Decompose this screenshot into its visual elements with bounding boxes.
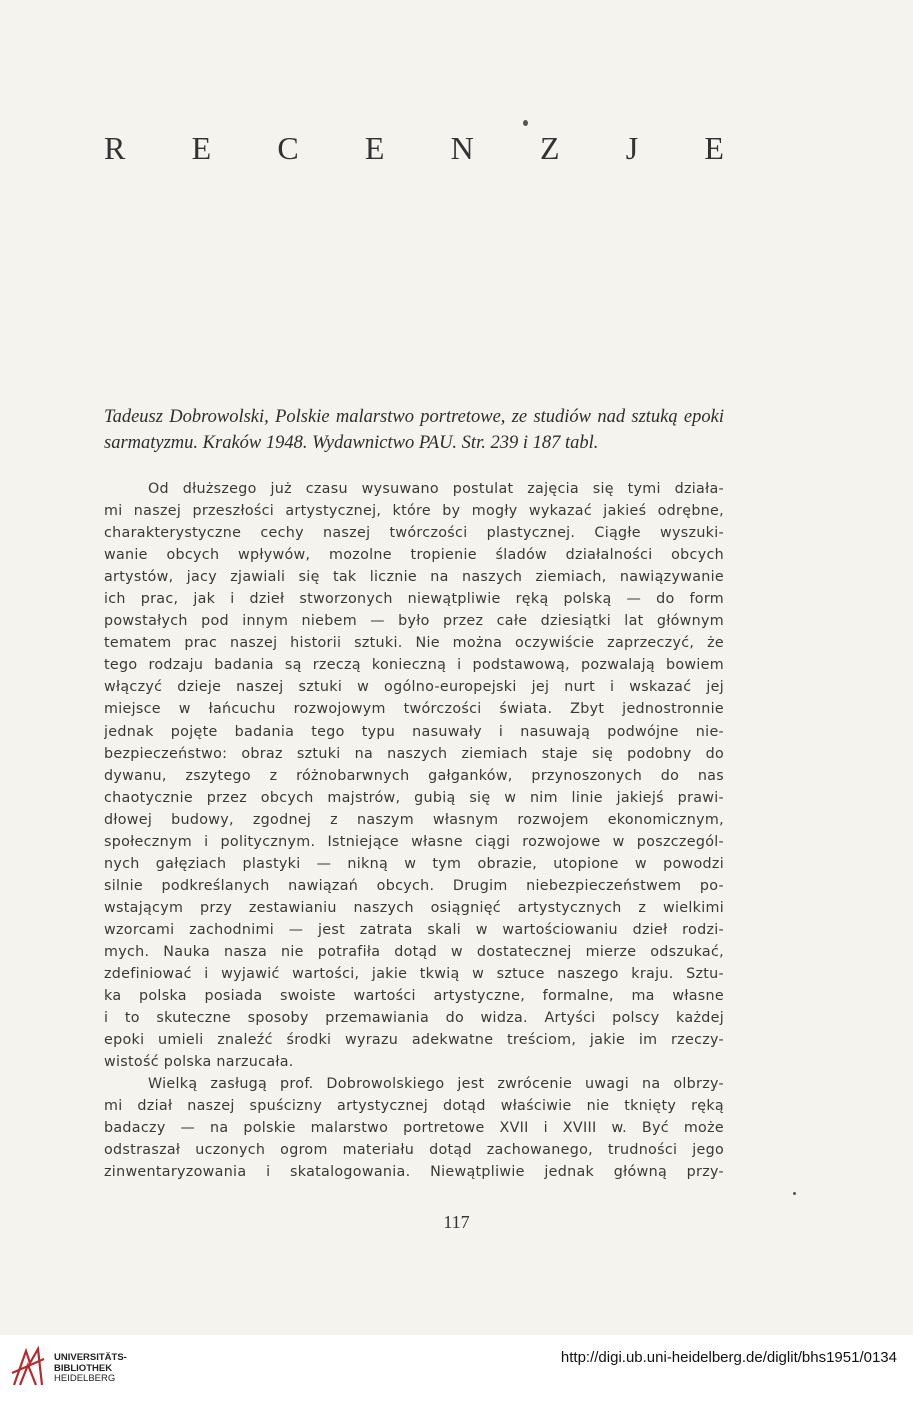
text-line: i to skuteczne sposoby przemawiania do widza. Artyści polscy każdej bbox=[104, 1010, 724, 1027]
text-line: tematem prac naszej historii sztuki. Nie można oczywiście zaprzeczyć, że bbox=[104, 635, 724, 652]
text-line: Od dłuższego już czasu wysuwano postulat zajęcia się tymi działa- bbox=[148, 481, 724, 497]
text-line: włączyć dzieje naszej sztuki w ogólno-europejski jej nurt i wskazać jej bbox=[104, 679, 724, 696]
text-line: mych. Nauka nasza nie potrafiła dotąd w dostatecznej mierze odszukać, bbox=[104, 943, 724, 960]
permalink-url[interactable]: http://digi.ub.uni-heidelberg.de/diglit/bhs1951/0134 bbox=[560, 1349, 897, 1366]
text-line: odstraszał uczonych ogrom materiału dotąd zachowanego, trudności jego bbox=[104, 1142, 724, 1159]
text-line: mi naszej przeszłości artystycznej, które by mogły wykazać jakieś odrębne, bbox=[104, 503, 724, 520]
text-line: wanie obcych wpływów, mozolne tropienie śladów działalności obcych bbox=[104, 547, 724, 564]
text-line: mi dział naszej spuścizny artystycznej dotąd właściwie nie tknięty ręką bbox=[104, 1098, 724, 1115]
review-body bbox=[104, 478, 724, 1184]
text-line: wzorcami zachodnimi — jest zatrata skali w wartościowaniu dzieł rodzi- bbox=[104, 921, 724, 938]
text-line: tego rodzaju badania są rzeczą konieczną i podstawową, pozwalają bowiem bbox=[104, 657, 724, 674]
text-line: wstającym przy zestawianiu naszych osiągnięć artystycznych z wielkimi bbox=[104, 899, 724, 916]
text-line: silnie podkreślanych nawiązań obcych. Drugim niebezpieczeństwem po- bbox=[104, 877, 724, 894]
heading-letter: E bbox=[704, 130, 724, 166]
text-line: dywanu, zszytego z różnobarwnych gałganków, przynoszonych do nas bbox=[104, 767, 724, 784]
text-line: bezpieczeństwo: obraz sztuki na naszych ziemiach staje się podobny do bbox=[104, 745, 724, 762]
text-line: społecznym i politycznym. Istniejące własne ciągi rozwojowe w poszczegól- bbox=[104, 833, 724, 850]
heading-letter: J bbox=[625, 130, 639, 166]
library-line: BIBLIOTHEK bbox=[54, 1362, 113, 1374]
library-line: UNIVERSITÄTS- bbox=[54, 1352, 127, 1363]
text-line: chaotycznie przez obcych majstrów, gubią się w nim linie jakiejś prawi- bbox=[104, 789, 724, 806]
section-heading bbox=[104, 130, 724, 167]
university-library-logo-icon[interactable] bbox=[10, 1345, 46, 1389]
library-line: HEIDELBERG bbox=[54, 1373, 116, 1384]
text-line: miejsce w łańcuchu rozwojowym twórczości świata. Zbyt jednostronnie bbox=[104, 701, 724, 718]
text-line: wistość polska narzucała. bbox=[104, 1054, 294, 1071]
ink-spot bbox=[523, 120, 528, 126]
heading-letter: N bbox=[450, 130, 474, 166]
heading-letter: R bbox=[104, 130, 126, 166]
text-line: epoki umieli znaleźć środki wyrazu adekwatne treściom, jakie im rzeczy- bbox=[104, 1032, 724, 1049]
ink-spot bbox=[793, 1192, 796, 1195]
text-line: badaczy — na polskie malarstwo portretowe XVII i XVIII w. Być może bbox=[104, 1120, 724, 1137]
heading-letter: E bbox=[191, 130, 212, 166]
text-line: ich prac, jak i dzieł stworzonych niewątpliwie ręką polską — do form bbox=[104, 591, 724, 608]
text-line: zinwentaryzowania i skatalogowania. Niewątpliwie jednak główną przy- bbox=[104, 1164, 724, 1181]
text-line: dłowej budowy, zgodnej z naszym własnym rozwojem ekonomicznym, bbox=[104, 811, 724, 828]
page-number: 117 bbox=[443, 1212, 470, 1232]
library-name bbox=[54, 1353, 127, 1385]
text-line: Wielką zasługą prof. Dobrowolskiego jest zwrócenie uwagi na olbrzy- bbox=[148, 1076, 724, 1093]
book-citation: Tadeusz Dobrowolski, Polskie malarstwo portretowe, ze studiów nad sztuką epoki sarmatyzmu. Kraków 1948. Wydawnictwo PAU. Str. 239 i 187 tabl. bbox=[104, 407, 724, 453]
text-line: zdefiniować i wyjawić wartości, jakie tkwią w sztuce naszego kraju. Sztu- bbox=[104, 966, 724, 983]
text-line: ka polska posiada swoiste wartości artystyczne, formalne, ma własne bbox=[104, 988, 724, 1005]
text-line: jednak pojęte badania tego typu nasuwały i nasuwają podwójne nie- bbox=[104, 723, 724, 740]
text-line: nych gałęziach plastyki — nikną w tym obrazie, utopione w powodzi bbox=[104, 855, 724, 872]
text-line: powstałych pod innym niebem — było przez całe dziesiątki lat głównym bbox=[104, 613, 724, 630]
viewer-footer bbox=[0, 1335, 913, 1402]
text-line: charakterystyczne cechy naszej twórczości plastycznej. Ciągłe wyszuki- bbox=[104, 525, 724, 542]
text-line: artystów, jacy zjawiali się tak licznie na naszych ziemiach, nawiązywanie bbox=[104, 569, 724, 586]
heading-letter: Z bbox=[539, 130, 560, 166]
heading-letter: C bbox=[277, 130, 299, 166]
heading-letter: E bbox=[364, 130, 385, 166]
